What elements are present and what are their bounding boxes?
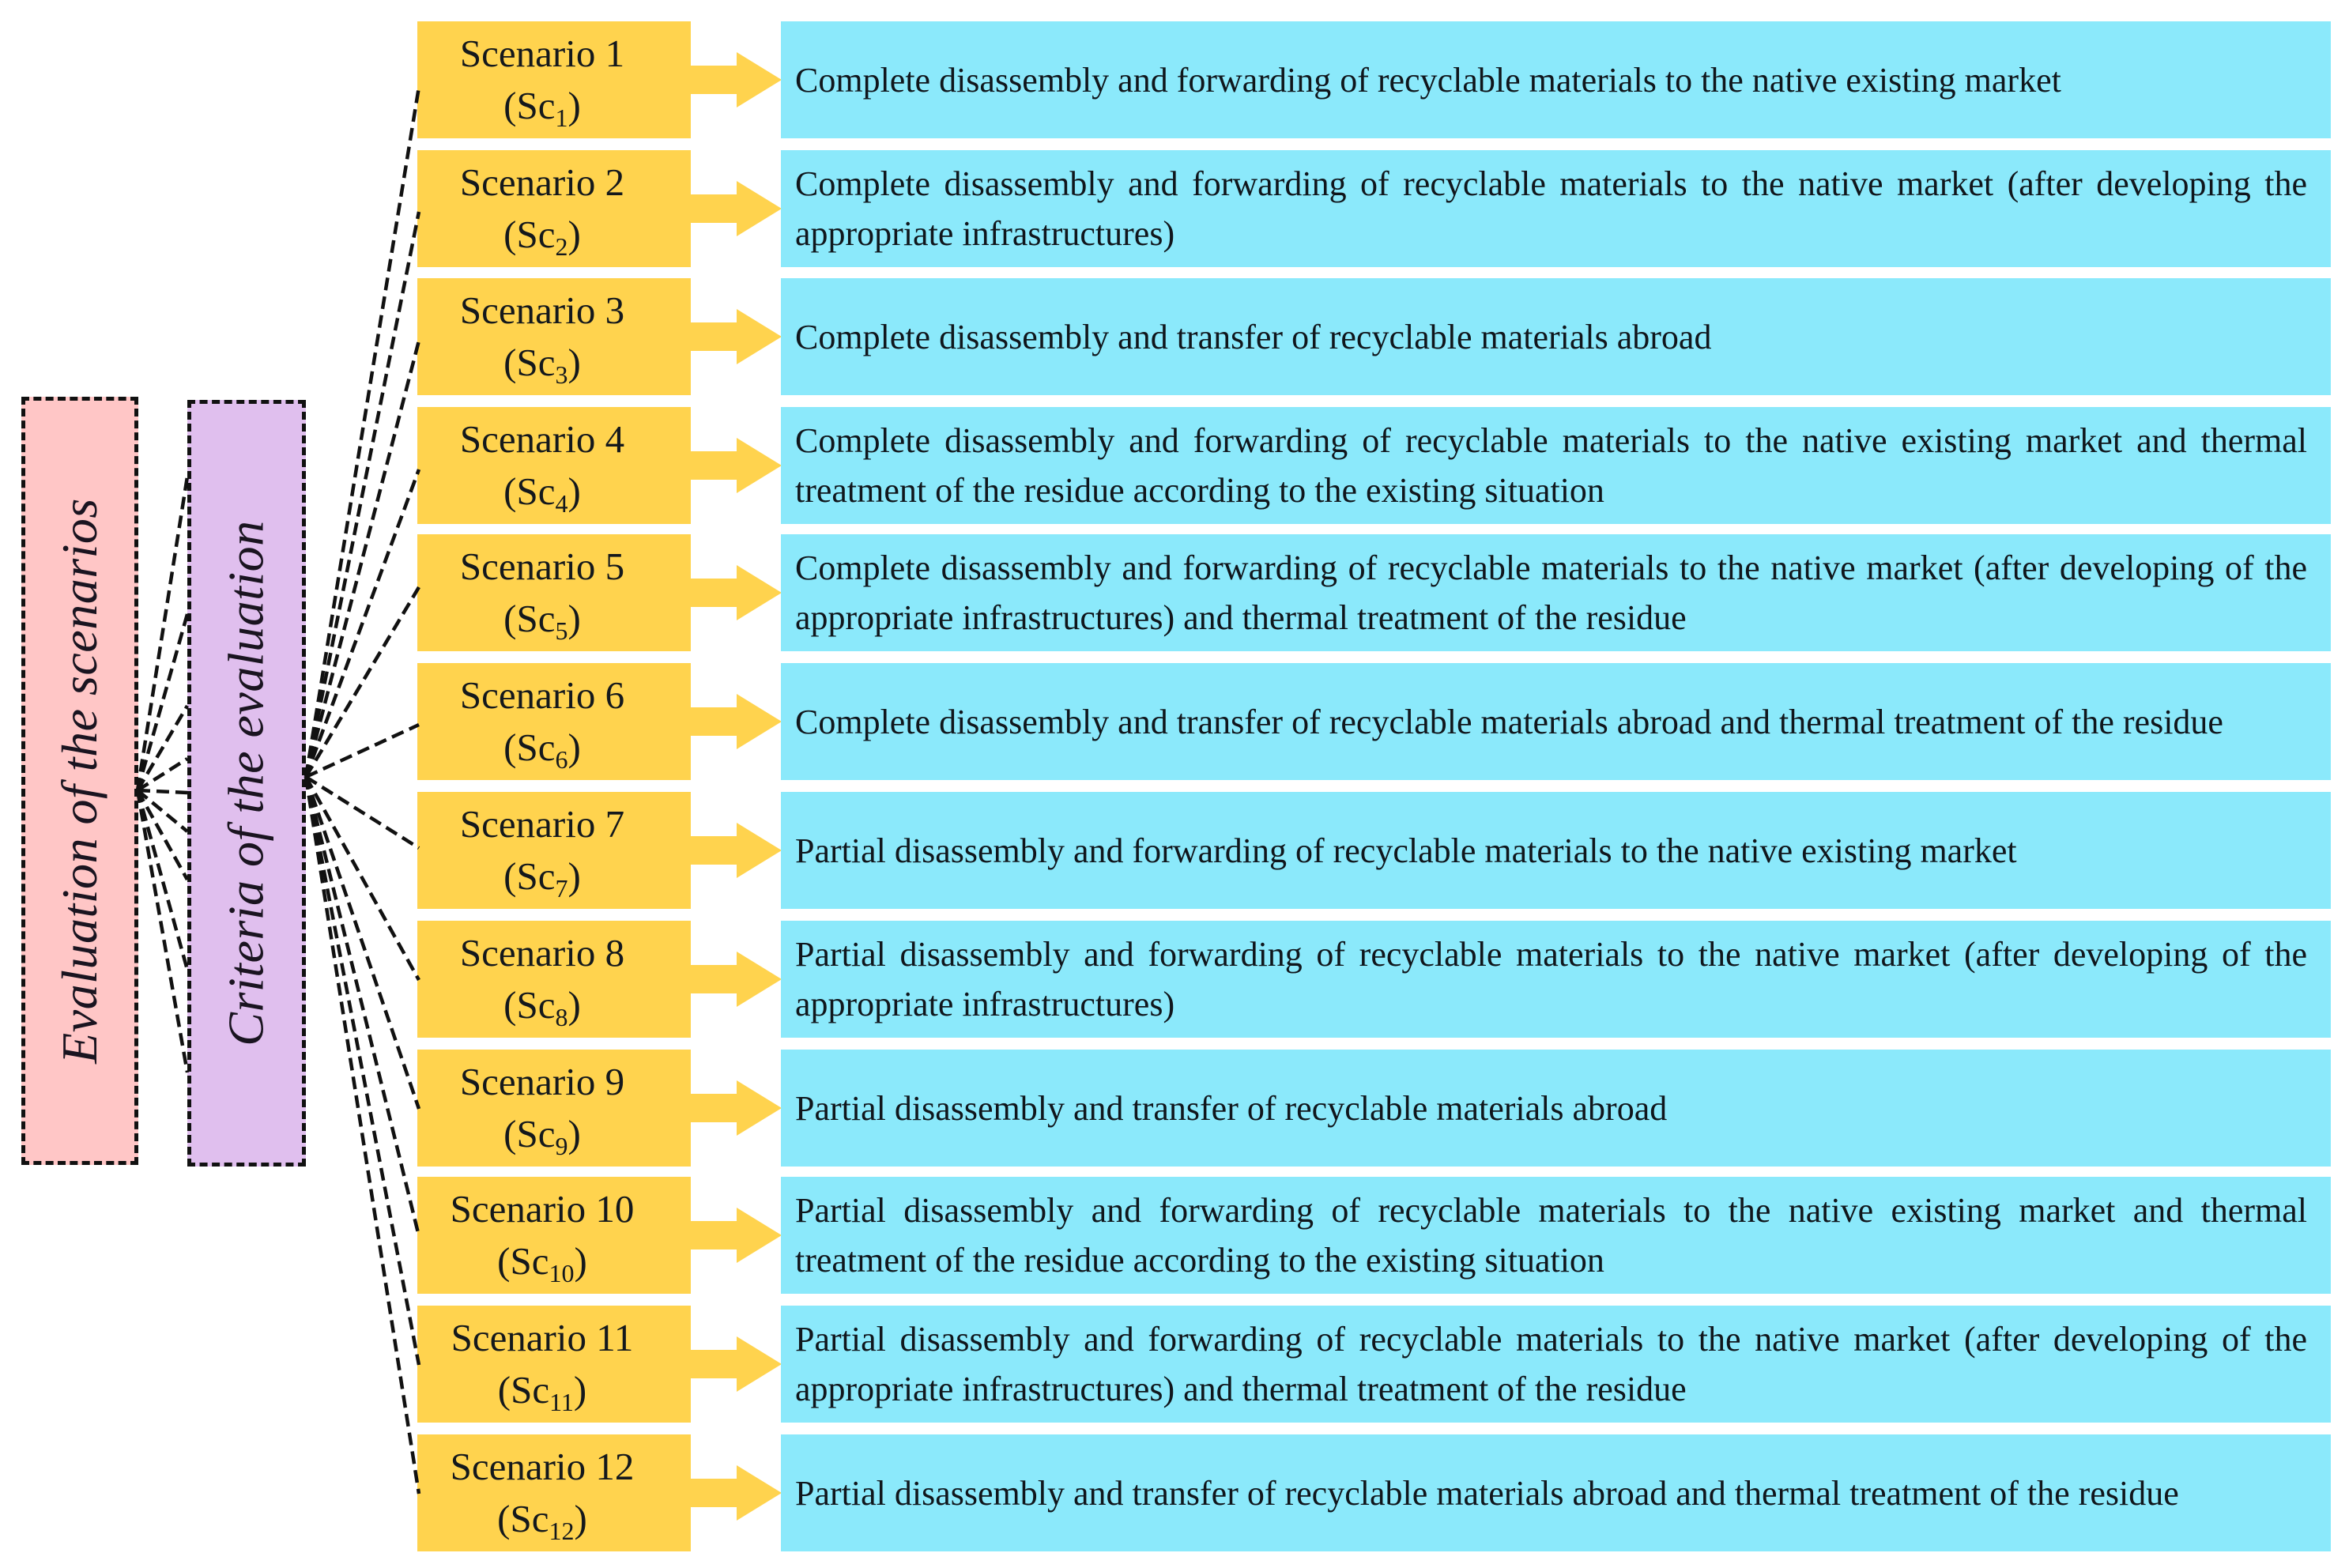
scenario-description-box <box>781 150 2331 267</box>
scenario-description: Partial disassembly and forwarding of recyclable materials to the native market (after developing of the appropriate infrastructures) and thermal treatment of the residue <box>795 1320 2307 1408</box>
scenario-name: Scenario 4 <box>459 417 625 461</box>
scenario-description-box <box>781 278 2331 395</box>
scenario-code-prefix: (Sc <box>503 469 556 513</box>
scenario-code-prefix: (Sc <box>503 726 556 769</box>
scenario-code-suffix: ) <box>567 341 581 384</box>
scenario-box <box>417 1177 691 1294</box>
scenario-box <box>417 1050 691 1167</box>
scenario-code-prefix: (Sc <box>497 1239 549 1283</box>
scenario-code <box>503 337 581 389</box>
evaluation-of-scenarios-label: Evaluation of the scenarios <box>51 498 107 1064</box>
scenario-code-suffix: ) <box>574 1497 587 1540</box>
scenario-description-box <box>781 663 2331 780</box>
arrow-right-icon <box>690 309 782 364</box>
scenario-box <box>417 792 691 909</box>
scenario-description: Complete disassembly and forwarding of recyclable materials to the native market (after developing of the appropriate infrastructures) and thermal treatment of the residue <box>795 548 2307 637</box>
scenario-name: Scenario 3 <box>459 288 625 332</box>
scenario-description-box <box>781 407 2331 524</box>
scenario-name: Scenario 12 <box>450 1445 635 1488</box>
scenario-name: Scenario 6 <box>459 673 625 717</box>
arrow-right-icon <box>690 52 782 107</box>
scenario-code-prefix: (Sc <box>503 84 556 127</box>
scenario-name: Scenario 1 <box>459 32 625 75</box>
scenario-code-suffix: ) <box>567 854 581 898</box>
arrow-right-icon <box>690 1208 782 1263</box>
scenario-box <box>417 921 691 1038</box>
evaluation-of-scenarios-box <box>21 397 138 1165</box>
scenario-name: Scenario 7 <box>459 802 625 846</box>
scenario-description: Partial disassembly and forwarding of recyclable materials to the native existing market and thermal treatment of the residue according to the existing situation <box>795 1191 2307 1280</box>
scenario-code <box>497 1235 587 1287</box>
scenario-box <box>417 534 691 651</box>
arrow-right-icon <box>690 1465 782 1521</box>
scenario-description-box <box>781 21 2331 138</box>
scenario-name: Scenario 9 <box>459 1060 625 1103</box>
scenario-code-index: 1 <box>555 104 568 132</box>
arrow-right-icon <box>690 181 782 236</box>
scenario-description: Complete disassembly and forwarding of recyclable materials to the native existing market and thermal treatment of the residue according to the existing situation <box>795 421 2307 510</box>
criteria-of-evaluation-label: Criteria of the evaluation <box>218 520 274 1046</box>
scenario-row-12 <box>0 1434 2349 1551</box>
scenario-description-box <box>781 1177 2331 1294</box>
scenario-row-10 <box>0 1177 2349 1294</box>
scenario-code-prefix: (Sc <box>497 1368 550 1412</box>
scenario-row-4 <box>0 407 2349 524</box>
scenario-row-8 <box>0 921 2349 1038</box>
scenario-code-prefix: (Sc <box>497 1497 549 1540</box>
scenario-code-index: 6 <box>555 745 568 774</box>
scenario-description-box <box>781 792 2331 909</box>
scenario-code-suffix: ) <box>567 84 581 127</box>
arrow-right-icon <box>690 694 782 749</box>
scenario-code-index: 7 <box>555 874 568 903</box>
scenario-code-prefix: (Sc <box>503 213 556 256</box>
scenario-description: Complete disassembly and forwarding of recyclable materials to the native market (after developing the appropriate infrastructures) <box>795 164 2307 253</box>
scenario-code-suffix: ) <box>573 1368 587 1412</box>
arrow-right-icon <box>690 823 782 878</box>
arrow-right-icon <box>690 952 782 1007</box>
scenario-row-3 <box>0 278 2349 395</box>
scenario-code-suffix: ) <box>567 597 581 640</box>
scenario-description: Complete disassembly and transfer of recyclable materials abroad and thermal treatment of the residue <box>795 702 2223 741</box>
scenario-name: Scenario 5 <box>459 545 625 588</box>
scenario-description-box <box>781 534 2331 651</box>
scenario-code-suffix: ) <box>567 1112 581 1155</box>
scenario-code <box>503 209 581 261</box>
scenario-code-suffix: ) <box>567 726 581 769</box>
scenario-code-index: 2 <box>555 232 568 261</box>
scenario-description: Complete disassembly and transfer of recyclable materials abroad <box>795 317 1712 356</box>
scenario-code <box>497 1493 587 1545</box>
scenario-row-2 <box>0 150 2349 267</box>
scenario-code-index: 3 <box>555 360 568 389</box>
scenario-code-prefix: (Sc <box>503 854 556 898</box>
scenario-row-1 <box>0 21 2349 138</box>
scenario-code <box>503 850 581 903</box>
scenario-box <box>417 278 691 395</box>
scenario-row-11 <box>0 1306 2349 1423</box>
scenario-code-suffix: ) <box>567 983 581 1027</box>
scenario-code-suffix: ) <box>574 1239 587 1283</box>
scenario-code <box>503 979 581 1031</box>
scenario-description: Partial disassembly and forwarding of recyclable materials to the native existing market <box>795 831 2017 870</box>
arrow-right-icon <box>690 438 782 493</box>
scenario-name: Scenario 11 <box>451 1316 634 1359</box>
scenario-code-index: 12 <box>549 1517 575 1545</box>
scenario-row-9 <box>0 1050 2349 1167</box>
scenario-box <box>417 663 691 780</box>
scenario-description: Complete disassembly and forwarding of recyclable materials to the native existing market <box>795 60 2061 100</box>
scenario-box <box>417 1306 691 1423</box>
scenario-code-prefix: (Sc <box>503 983 556 1027</box>
arrow-right-icon <box>690 1080 782 1136</box>
scenario-description-box <box>781 921 2331 1038</box>
scenario-code <box>503 466 581 518</box>
scenario-code <box>498 1364 586 1416</box>
scenario-code-index: 5 <box>555 616 568 645</box>
criteria-of-evaluation-box <box>187 400 306 1167</box>
scenario-box <box>417 150 691 267</box>
scenario-description-box <box>781 1434 2331 1551</box>
scenario-code <box>503 593 581 645</box>
scenario-code-index: 11 <box>549 1388 574 1416</box>
scenario-row-7 <box>0 792 2349 909</box>
scenario-code-prefix: (Sc <box>503 1112 556 1155</box>
scenario-description-box <box>781 1050 2331 1167</box>
scenario-code-suffix: ) <box>567 469 581 513</box>
scenario-code-index: 4 <box>555 489 568 518</box>
scenario-name: Scenario 10 <box>450 1187 635 1231</box>
arrow-right-icon <box>690 565 782 620</box>
scenario-code-prefix: (Sc <box>503 597 556 640</box>
scenario-description: Partial disassembly and transfer of recyclable materials abroad and thermal treatment of the residue <box>795 1473 2179 1513</box>
scenario-code-index: 9 <box>555 1132 568 1160</box>
scenario-code <box>503 722 581 774</box>
scenario-code-prefix: (Sc <box>503 341 556 384</box>
scenario-description-box <box>781 1306 2331 1423</box>
scenario-description: Partial disassembly and forwarding of recyclable materials to the native market (after developing of the appropriate infrastructures) <box>795 935 2307 1023</box>
scenario-name: Scenario 2 <box>459 160 625 204</box>
scenario-code-index: 10 <box>549 1259 575 1287</box>
scenario-row-6 <box>0 663 2349 780</box>
scenario-box <box>417 407 691 524</box>
scenario-box <box>417 1434 691 1551</box>
scenario-box <box>417 21 691 138</box>
scenario-description: Partial disassembly and transfer of recyclable materials abroad <box>795 1088 1668 1128</box>
scenario-code <box>503 80 581 132</box>
arrow-right-icon <box>690 1336 782 1392</box>
scenario-name: Scenario 8 <box>459 931 625 974</box>
scenario-row-5 <box>0 534 2349 651</box>
scenario-code-suffix: ) <box>567 213 581 256</box>
scenario-code <box>503 1108 581 1160</box>
scenario-code-index: 8 <box>555 1003 568 1031</box>
